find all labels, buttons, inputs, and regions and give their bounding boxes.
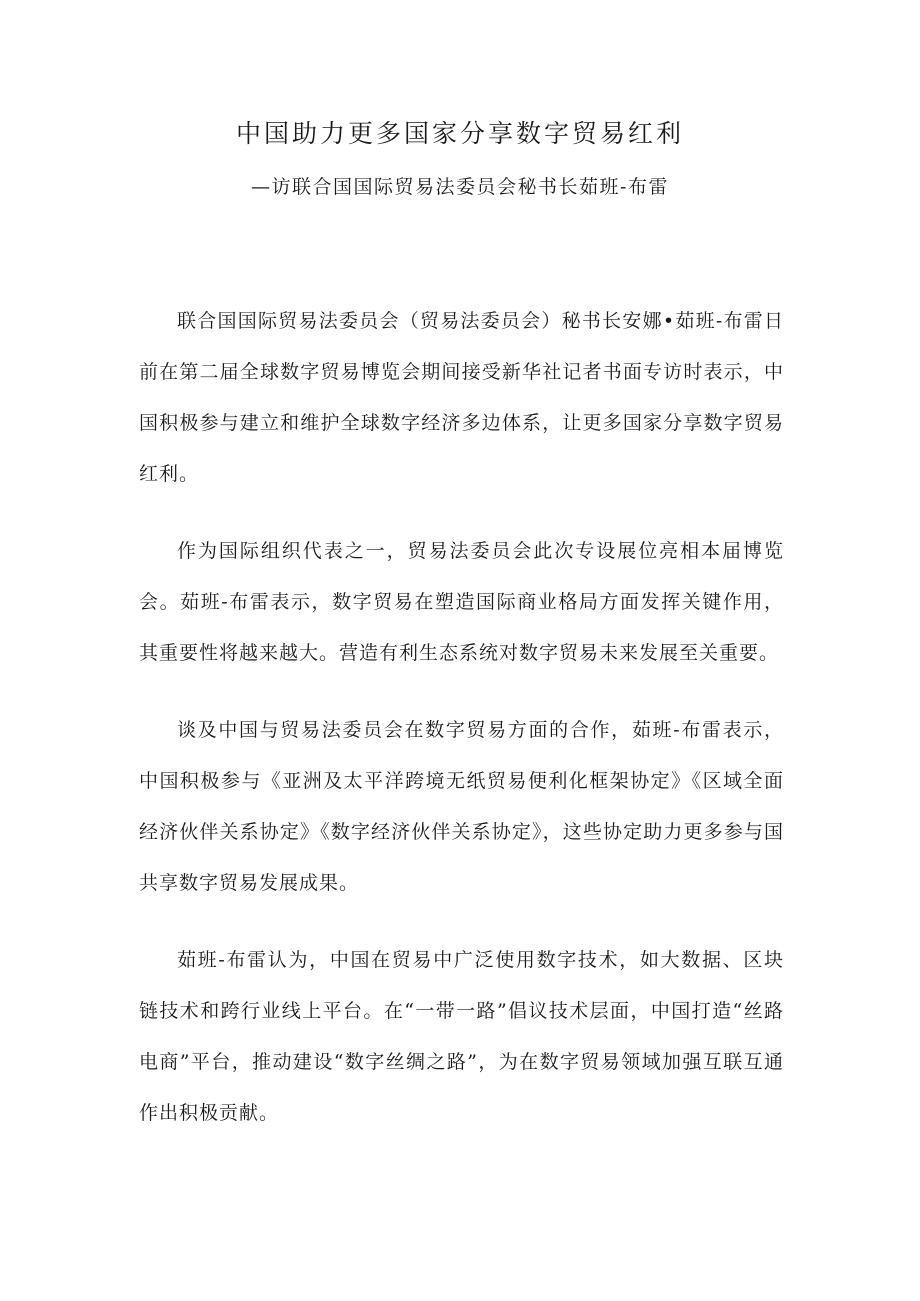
paragraph-3: 谈及中国与贸易法委员会在数字贸易方面的合作，茹班-布雷表示，中国积极参与《亚洲及太平洋跨境无纸贸易便利化框架协定》《区域全面经济伙伴关系协定》《数字经济伙伴关系协定》，这些协定助力更多参与国共享数字贸易发展成果。 bbox=[139, 719, 784, 894]
paragraph-1: 联合国国际贸易法委员会（贸易法委员会）秘书长安娜•茹班-布雷日前在第二届全球数字贸易博览会期间接受新华社记者书面专访时表示，中国积极参与建立和维护全球数字经济多边体系，让更多国家分享数字贸易红利。 bbox=[139, 310, 784, 485]
article-subtitle: —访联合国国际贸易法委员会秘书长茹班-布雷 bbox=[251, 176, 669, 198]
paragraph-4: 茹班-布雷认为，中国在贸易中广泛使用数字技术，如大数据、区块链技术和跨行业线上平台。在“一带一路”倡议技术层面，中国打造“丝路电商”平台，推动建设“数字丝绸之路”，为在数字贸易领域加强互联互通作出积极贡献。 bbox=[139, 949, 784, 1124]
article-title: 中国助力更多国家分享数字贸易红利 bbox=[235, 119, 684, 148]
article-body bbox=[139, 296, 784, 1165]
paragraph-2: 作为国际组织代表之一，贸易法委员会此次专设展位亮相本届博览会。茹班-布雷表示，数字贸易在塑造国际商业格局方面发挥关键作用，其重要性将越来越大。营造有利生态系统对数字贸易未来发展至关重要。 bbox=[139, 540, 784, 664]
